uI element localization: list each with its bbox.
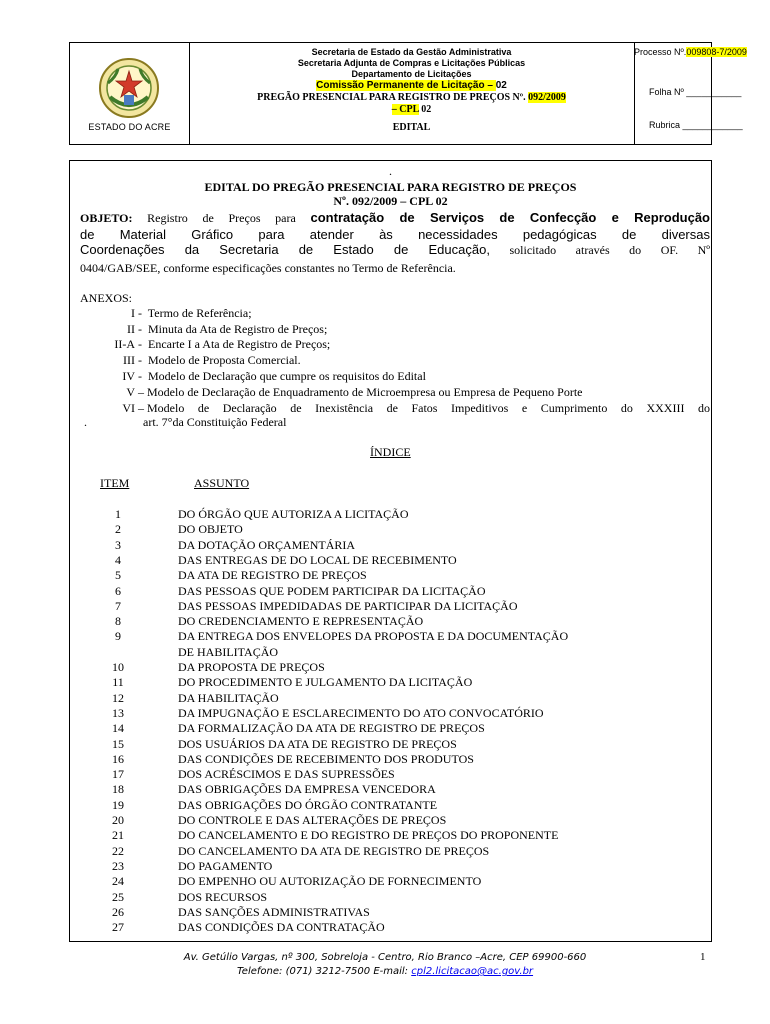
indice-item-number: 13 [112,705,124,720]
indice-item-title: DAS PESSOAS QUE PODEM PARTICIPAR DA LICITAÇÃO [178,583,486,598]
indice-item-title: DO PAGAMENTO [178,858,273,873]
anexo-vi-continuation: art. 7°da Constituição Federal [143,415,287,429]
indice-item-title: DOS RECURSOS [178,889,268,904]
processo-number: 009808-7/2009 [686,47,747,57]
indice-item-number: 14 [112,721,124,736]
indice-item-number: 6 [115,583,121,598]
top-dot: . [389,164,392,178]
indice-item-title: DAS OBRIGAÇÕES DA EMPRESA VENCEDORA [178,782,436,797]
header-logo-cell [70,43,190,144]
indice-item-number: 23 [112,858,124,873]
indice-item-number: 10 [112,660,124,674]
indice-item-number: 12 [112,690,124,705]
anexo-text: Modelo de Declaração que cumpre os requisitos do Edital [148,369,426,383]
indice-item-number: 20 [112,813,124,827]
indice-item-title: DA FORMALIZAÇÃO DA ATA DE REGISTRO DE PREÇOS [178,721,485,736]
document-header [69,42,747,145]
anexo-item [80,306,252,320]
anexo-number: VI [122,401,135,415]
indice-title: ÍNDICE [370,445,411,459]
anexo-item [80,337,330,351]
anexo-number: IV [122,369,135,383]
indice-item-number: 25 [112,889,124,904]
indice-item-number: 9 [115,629,121,644]
objeto-line-2 [80,227,710,242]
indice-item-number: 22 [112,843,124,858]
anexo-separator: - [135,353,148,367]
anexo-number: II-A [114,337,135,351]
indice-item-number: 15 [112,736,124,751]
indice-item-number: 19 [112,797,124,812]
footer-contact [0,965,770,979]
objeto-line-4: 0404/GAB/SEE, conforme especificações constantes no Termo de Referência. [80,261,456,275]
anexo-item [80,369,426,383]
indice-item-title: DOS ACRÉSCIMOS E DAS SUPRESSÕES [178,767,395,782]
indice-item-title: DE HABILITAÇÃO [178,644,279,659]
indice-item-title: DO OBJETO [178,522,243,537]
indice-item-title: DAS CONDIÇÕES DA CONTRATAÇÃO [178,920,385,935]
indice-item-title: DO CREDENCIAMENTO E REPRESENTAÇÃO [178,614,424,629]
indice-item-number: 16 [112,751,124,766]
indice-item-title: DO EMPENHO OU AUTORIZAÇÃO DE FORNECIMENTO [178,874,482,889]
indice-item-title: DA DOTAÇÃO ORÇAMENTÁRIA [178,537,356,552]
objeto-line-3-b: solicitado através do OF. Nº [489,243,711,257]
indice-item-number: 18 [112,782,124,797]
indice-item-number: 21 [112,828,124,843]
anexo-separator: - [135,322,148,336]
header-line-cpl [189,104,634,116]
objeto-text-a: Registro de Preços para [132,211,311,225]
footer-phone: Telefone: (071) 3212-7500 E-mail: [236,966,412,977]
edital-title: EDITAL DO PREGÃO PRESENCIAL PARA REGISTRO DE PREÇOS [204,180,577,194]
indice-item-title: DA HABILITAÇÃO [178,690,279,705]
header-line-secretaria: Secretaria de Estado da Gestão Administrativa [311,47,512,57]
pregao-text: PREGÃO PRESENCIAL PARA REGISTRO DE PREÇOS Nº. [257,92,529,103]
anexo-number: I [131,306,135,320]
indice-item-number: 2 [115,522,121,537]
indice-item-title: DA PROPOSTA DE PREÇOS [178,660,325,674]
indice-item-number: 3 [115,537,121,552]
folha-field: Folha Nº ___________ [649,87,742,97]
indice-item-title: DA ATA DE REGISTRO DE PREÇOS [178,568,367,583]
anexo-number: III [123,353,135,367]
anexo-text: Minuta da Ata de Registro de Preços; [148,322,328,336]
comissao-highlight: Comissão Permanente de Licitação – [316,80,496,91]
page-number: 1 [700,951,706,963]
pregao-number-highlight: 092/2009 [528,92,566,103]
rubrica-field: Rubrica ____________ [649,120,743,130]
anexos-label: ANEXOS: [80,291,133,305]
indice-item-title: DA ENTREGA DOS ENVELOPES DA PROPOSTA E DA DOCUMENTAÇÃO [178,629,569,644]
comissao-number: 02 [495,80,507,91]
indice-item-number: 4 [115,552,121,567]
anexo-separator: - [135,337,148,351]
indice-item-title: DO CONTROLE E DAS ALTERAÇÕES DE PREÇOS [178,813,447,827]
anexo-separator: - [135,306,148,320]
indice-item-title: DO CANCELAMENTO E DO REGISTRO DE PREÇOS DO PROPONENTE [178,828,559,843]
header-title-cell [189,43,635,144]
header-line-departamento: Departamento de Licitações [351,69,472,79]
anexo-separator: – [135,385,147,399]
header-line-comissao [189,80,634,92]
anexo-number: II [127,322,135,336]
cpl-highlight: – CPL [391,104,419,115]
objeto-text-b: contratação de Serviços de Confecção e Reprodução [310,210,711,225]
objeto-line-1 [80,211,710,225]
anexo-text: Modelo de Declaração de Enquadramento de Microempresa ou Empresa de Pequeno Porte [147,385,583,399]
anexo-text: Modelo de Declaração de Inexistência de Fatos Impeditivos e Cumprimento do XXXIII do [147,401,710,415]
indice-item-number: 26 [112,904,124,919]
anexo-item [80,322,327,336]
processo-field [634,47,747,57]
indice-item-title: DO PROCEDIMENTO E JULGAMENTO DA LICITAÇÃO [178,675,473,690]
anexo-text: Modelo de Proposta Comercial. [148,353,301,367]
header-process-cell [634,43,747,144]
indice-item-title: DOS USUÁRIOS DA ATA DE REGISTRO DE PREÇOS [178,736,457,751]
indice-item-number: 17 [112,767,124,782]
indice-item-number: 8 [115,614,121,629]
col-item-header: ITEM [100,476,130,490]
indice-item-title: DAS PESSOAS IMPEDIDADAS DE PARTICIPAR DA LICITAÇÃO [178,598,518,613]
anexo-separator: - [135,369,148,383]
footer-address: Av. Getúlio Vargas, nº 300, Sobreloja - Centro, Rio Branco –Acre, CEP 69900-660 [183,952,587,963]
anexo-number: V [126,385,135,399]
indice-item-number: 1 [115,507,121,521]
indice-item-title: DO ÓRGÃO QUE AUTORIZA A LICITAÇÃO [178,507,409,521]
objeto-line-3-a: Coordenações da Secretaria de Estado de Educação, [80,242,490,257]
processo-label: Processo Nº. [634,47,687,57]
indice-item-number: 5 [115,568,121,583]
footer-email-link[interactable]: cpl2.licitacao@ac.gov.br [411,966,534,977]
header-line-edital: EDITAL [392,122,431,133]
indice-item-title: DAS ENTREGAS DE DO LOCAL DE RECEBIMENTO [178,552,457,567]
indice-item-number: 11 [112,675,124,690]
acre-state-seal-icon [98,57,160,119]
state-label: ESTADO DO ACRE [88,122,171,132]
indice-item-title: DAS OBRIGAÇÕES DO ÓRGÃO CONTRATANTE [178,797,438,812]
indice-item-number: 7 [115,598,121,613]
edital-content-box [69,160,712,942]
anexo-item [80,401,710,415]
header-line-secretaria-adjunta: Secretaria Adjunta de Compras e Licitações Públicas [297,58,526,68]
objeto-line-3 [80,243,710,257]
anexo-item [80,385,583,399]
anexo-separator: – [135,401,147,415]
anexo-dot: . [84,415,87,429]
col-assunto-header: ASSUNTO [194,476,250,490]
objeto-label: OBJETO: [80,211,133,225]
indice-item-number: 27 [112,920,124,935]
indice-item-title: DA IMPUGNAÇÃO E ESCLARECIMENTO DO ATO CONVOCATÓRIO [178,705,544,720]
cpl-number: 02 [418,104,432,115]
objeto-line-2-text: de Material Gráfico para atender às necessidades pedagógicas de diversas [80,227,710,242]
indice-item-title: DO CANCELAMENTO DA ATA DE REGISTRO DE PREÇOS [178,843,490,858]
indice-item-title: DAS SANÇÕES ADMINISTRATIVAS [178,904,370,919]
anexo-item [80,353,301,367]
indice-item-number: 24 [112,874,124,889]
anexo-text: Termo de Referência; [147,306,252,320]
edital-number: Nº. 092/2009 – CPL 02 [333,194,448,208]
anexo-text: Encarte I a Ata de Registro de Preços; [148,337,331,351]
header-line-pregao [189,92,634,104]
indice-item-title: DAS CONDIÇÕES DE RECEBIMENTO DOS PRODUTOS [178,751,474,766]
